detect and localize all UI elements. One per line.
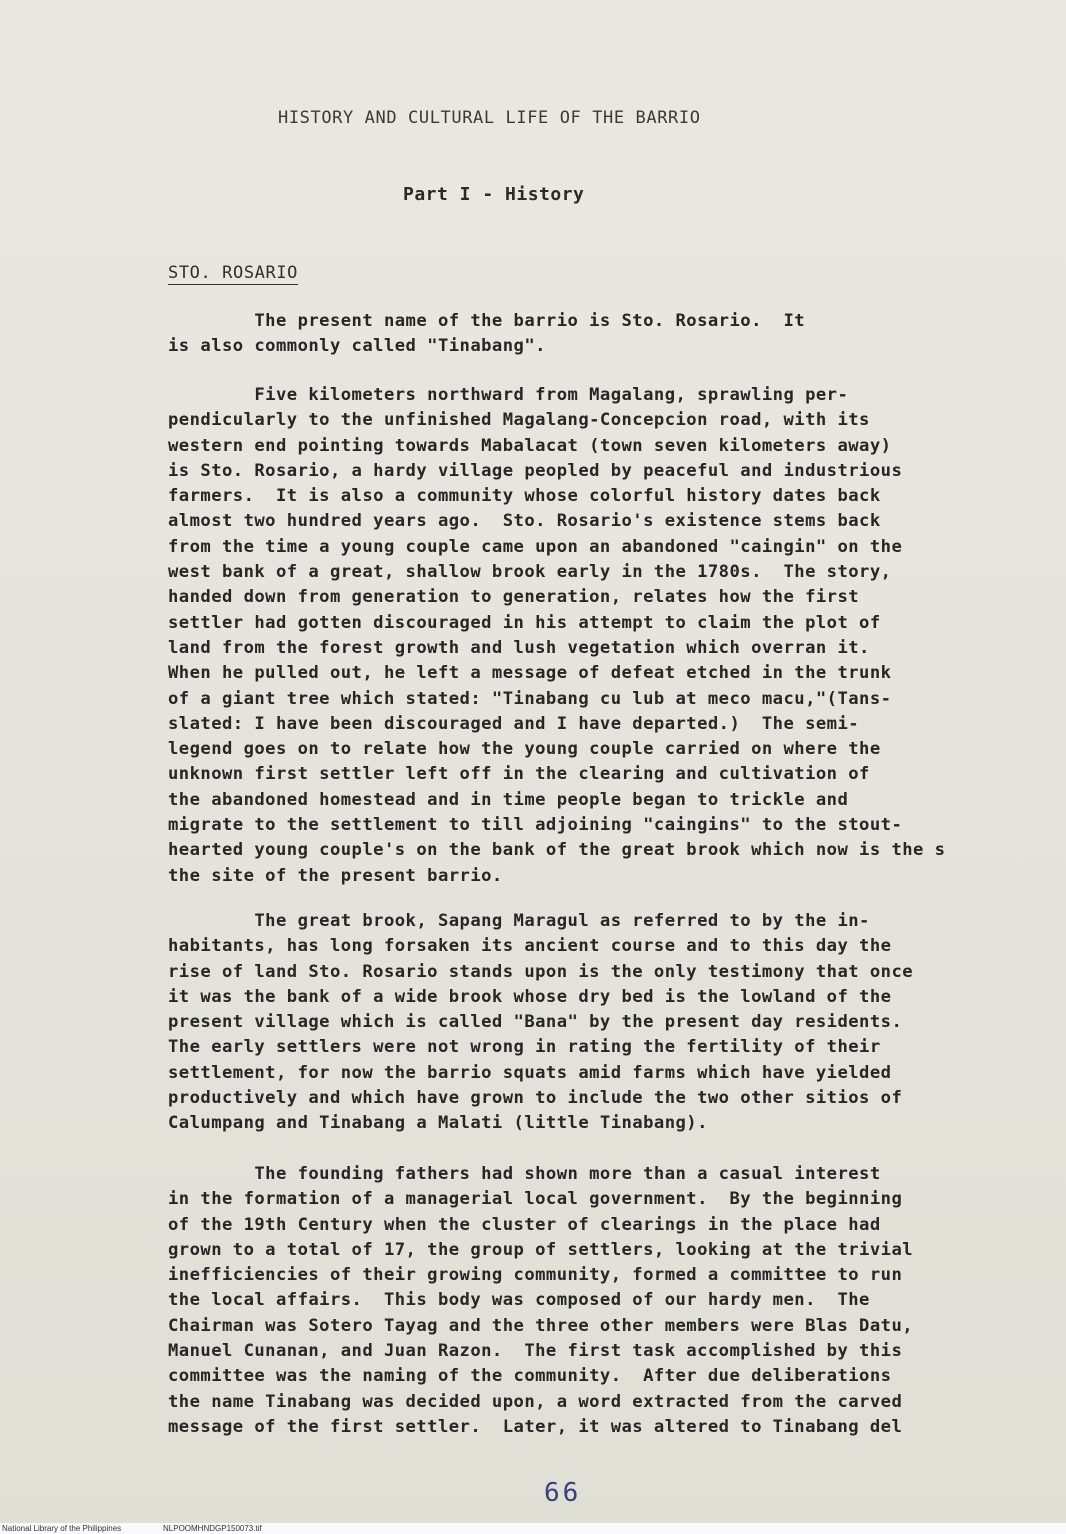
- text-line: is also commonly called "Tinabang".: [168, 336, 546, 357]
- text-line: settler had gotten discouraged in his attempt to claim the plot of: [168, 612, 881, 633]
- text-line: the site of the present barrio.: [168, 865, 503, 886]
- text-line: pendicularly to the unfinished Magalang-Concepcion road, with its: [168, 410, 870, 431]
- text-line: Manuel Cunanan, and Juan Razon. The first task accomplished by this: [168, 1341, 903, 1362]
- text-line: When he pulled out, he left a message of defeat etched in the trunk: [168, 663, 892, 684]
- text-line: Calumpang and Tinabang a Malati (little Tinabang).: [168, 1113, 708, 1134]
- text-line: habitants, has long forsaken its ancient course and to this day the: [168, 936, 892, 957]
- text-line: productively and which have grown to include the two other sitios of: [168, 1088, 903, 1109]
- text-line: of a giant tree which stated: "Tinabang cu lub at meco macu,"(Tans-: [168, 688, 892, 709]
- scan-footer: [0, 1523, 1066, 1534]
- text-line: legend goes on to relate how the young couple carried on where the: [168, 739, 881, 760]
- text-line: farmers. It is also a community whose colorful history dates back: [168, 486, 881, 507]
- text-line: rise of land Sto. Rosario stands upon is the only testimony that once: [168, 961, 914, 982]
- text-line: grown to a total of 17, the group of settlers, looking at the trivial: [168, 1239, 914, 1260]
- page-number: 66: [544, 1478, 582, 1508]
- text-line: slated: I have been discouraged and I have departed.) The semi-: [168, 713, 860, 734]
- text-line: committee was the naming of the community. After due deliberations: [168, 1366, 892, 1387]
- text-line: message of the first settler. Later, it was altered to Tinabang del: [168, 1416, 903, 1437]
- text-line: The early settlers were not wrong in rating the fertility of their: [168, 1037, 881, 1058]
- text-line: the abandoned homestead and in time people began to trickle and: [168, 789, 849, 810]
- paragraph-4: [168, 1162, 1048, 1440]
- text-line: western end pointing towards Mabalacat (town seven kilometers away): [168, 435, 892, 456]
- text-line: it was the bank of a wide brook whose dry bed is the lowland of the: [168, 986, 892, 1007]
- text-line: present village which is called "Bana" by the present day residents.: [168, 1012, 903, 1033]
- text-line: in the formation of a managerial local government. By the beginning: [168, 1189, 903, 1210]
- paragraph-3: [168, 909, 1048, 1137]
- text-line: almost two hundred years ago. Sto. Rosario's existence stems back: [168, 511, 881, 532]
- paragraph-2: [168, 383, 1048, 889]
- text-line: inefficiencies of their growing community, formed a committee to run: [168, 1265, 903, 1286]
- text-line: west bank of a great, shallow brook early in the 1780s. The story,: [168, 562, 892, 583]
- text-line: settlement, for now the barrio squats amid farms which have yielded: [168, 1062, 892, 1083]
- paragraph-1: [168, 309, 1048, 360]
- text-line: hearted young couple's on the bank of the great brook which now is the s: [168, 840, 946, 861]
- text-line: from the time a young couple came upon an abandoned "caingin" on the: [168, 536, 903, 557]
- text-line: migrate to the settlement to till adjoining "caingins" to the stout-: [168, 815, 903, 836]
- text-line: Five kilometers northward from Magalang, sprawling per-: [168, 385, 849, 405]
- text-line: land from the forest growth and lush vegetation which overran it.: [168, 637, 870, 658]
- footer-filename: NLPOOMHNDGP150073.tif: [163, 1524, 262, 1533]
- text-line: The present name of the barrio is Sto. Rosario. It: [168, 311, 806, 331]
- text-line: unknown first settler left off in the clearing and cultivation of: [168, 764, 870, 785]
- text-line: The great brook, Sapang Maragul as referred to by the in-: [168, 911, 870, 931]
- text-line: handed down from generation to generation, relates how the first: [168, 587, 860, 608]
- text-line: The founding fathers had shown more than a casual interest: [168, 1164, 881, 1184]
- document-subtitle: Part I - History: [403, 184, 585, 205]
- document-title: HISTORY AND CULTURAL LIFE OF THE BARRIO: [278, 108, 701, 128]
- text-line: of the 19th Century when the cluster of clearings in the place had: [168, 1214, 881, 1235]
- text-line: the name Tinabang was decided upon, a word extracted from the carved: [168, 1391, 903, 1412]
- text-line: Chairman was Sotero Tayag and the three other members were Blas Datu,: [168, 1315, 914, 1336]
- section-heading: STO. ROSARIO: [168, 263, 299, 283]
- text-line: the local affairs. This body was composed of our hardy men. The: [168, 1290, 870, 1311]
- footer-source: National Library of the Philippines: [2, 1524, 122, 1533]
- text-line: is Sto. Rosario, a hardy village peopled by peaceful and industrious: [168, 460, 903, 481]
